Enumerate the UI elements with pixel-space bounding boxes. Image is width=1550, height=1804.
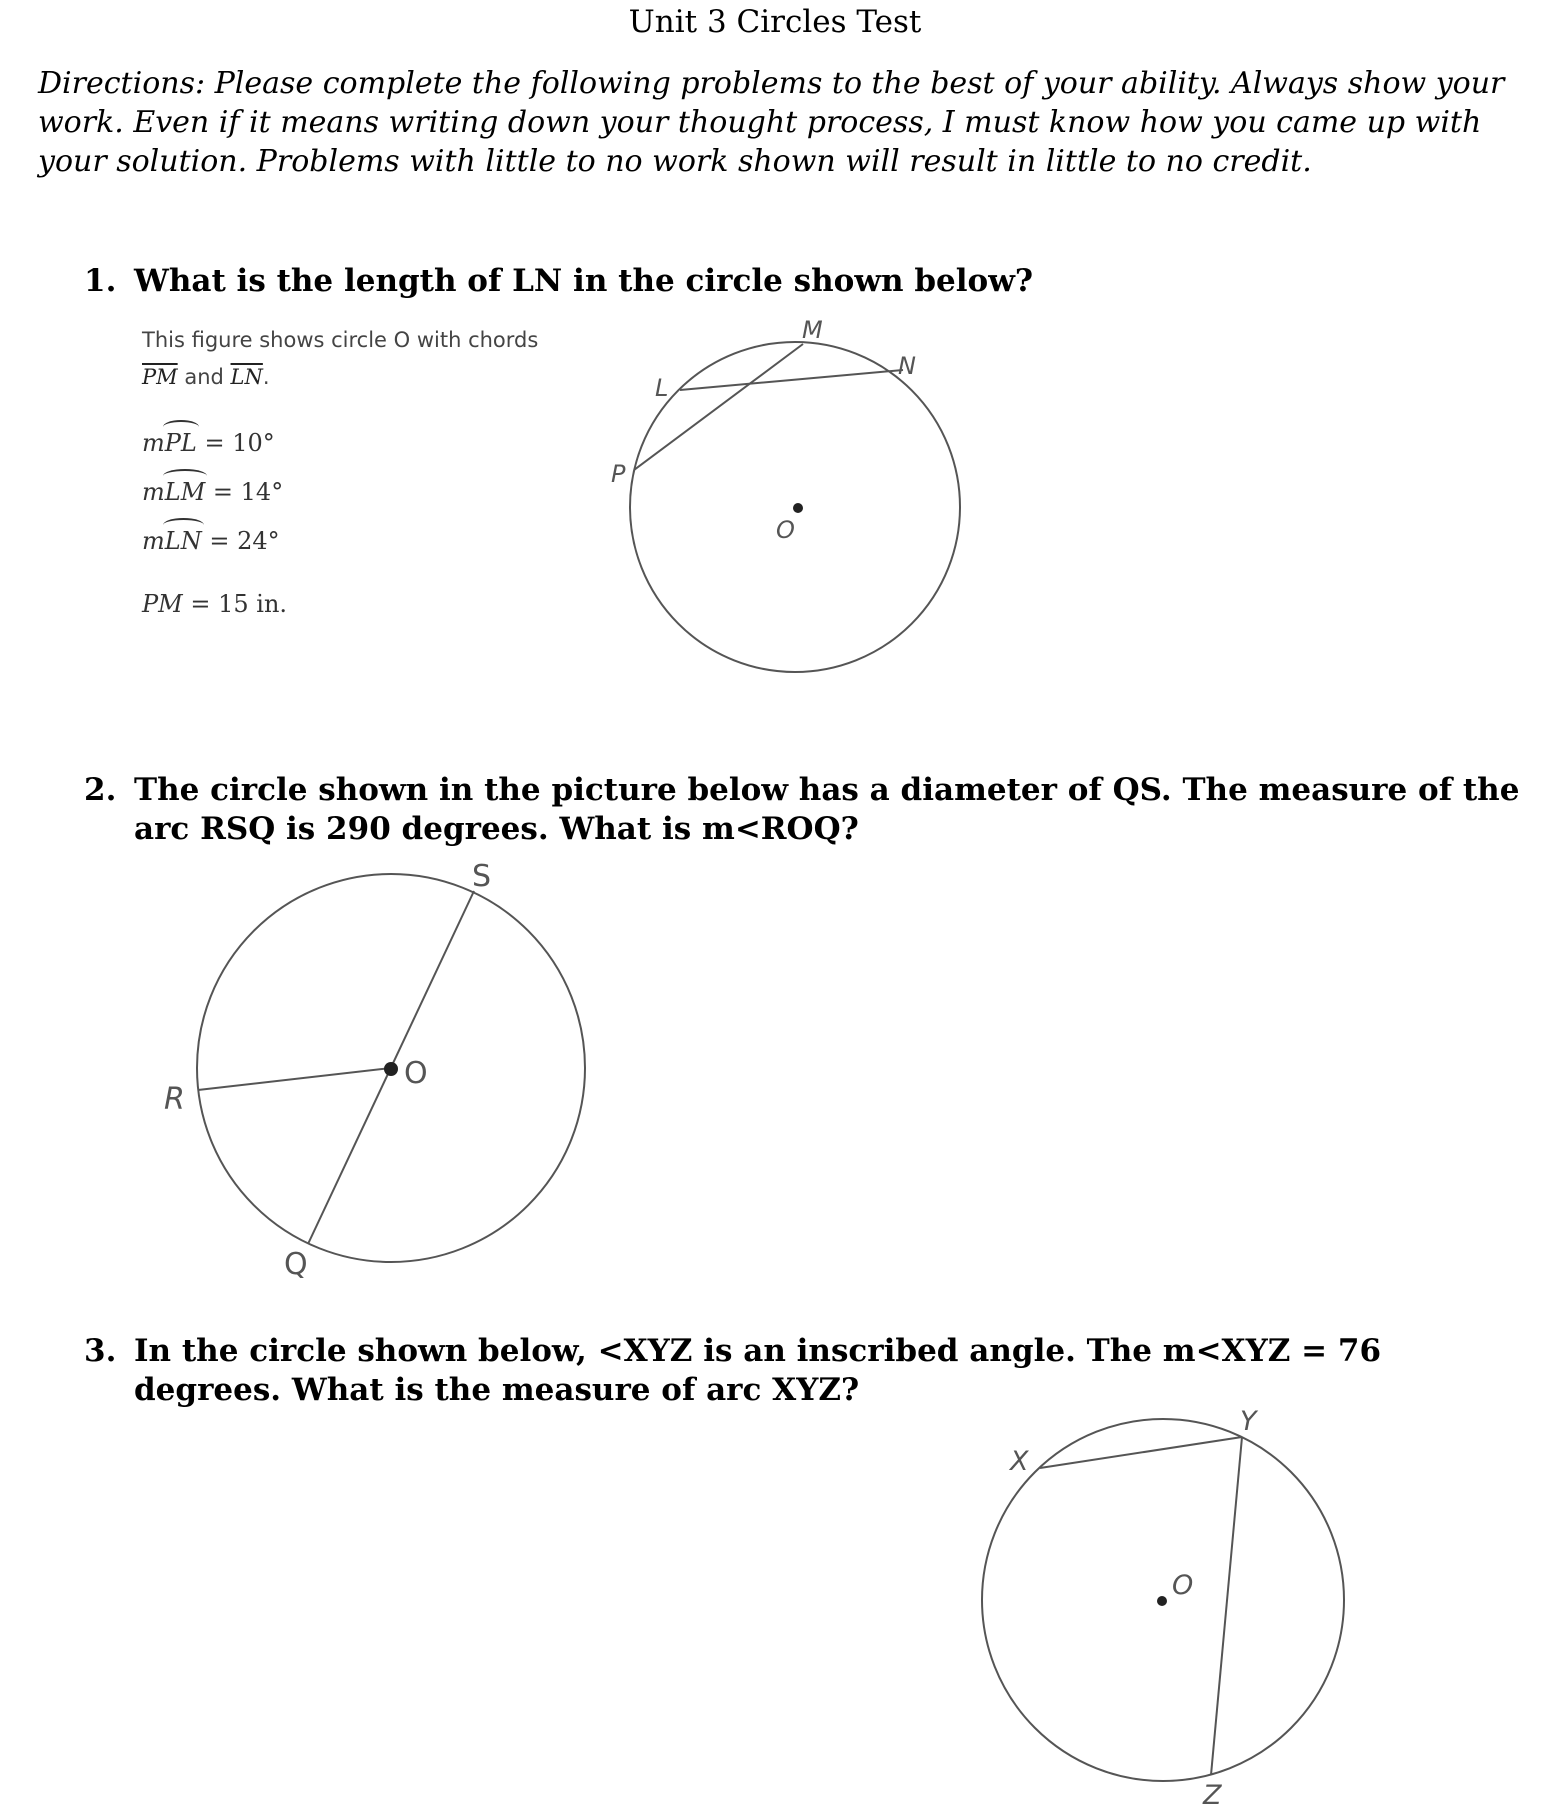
arc-label: LM xyxy=(164,478,206,506)
center-point xyxy=(384,1062,398,1076)
label-n: N xyxy=(898,352,916,380)
given-length-pm: PM = 15 in. xyxy=(142,590,288,618)
chord-ln: $\overline{LN}$ xyxy=(230,365,263,389)
question-number: 2. xyxy=(84,772,117,808)
label-l: L xyxy=(655,374,669,402)
question-text: In the circle shown below, <XYZ is an inscribed angle. The m<XYZ = 76 degrees. What is the measure of arc XYZ? xyxy=(134,1333,1382,1408)
chord-xy-line xyxy=(1040,1437,1242,1468)
label-m: M xyxy=(802,316,823,344)
caption-period: . xyxy=(262,365,270,389)
label-s: S xyxy=(472,859,492,894)
question-text: What is the length of LN in the circle shown below? xyxy=(134,263,1034,299)
page-title: Unit 3 Circles Test xyxy=(628,4,922,40)
label-p: P xyxy=(611,460,626,488)
label-r: R xyxy=(164,1082,185,1117)
label-o: O xyxy=(404,1056,428,1091)
given-arc-pl: mPL = 10° xyxy=(142,429,275,457)
chord-yz-line xyxy=(1211,1437,1242,1775)
chord-pm: $\overline{PM}$ xyxy=(142,365,178,389)
label-o: O xyxy=(776,516,795,544)
question-number: 1. xyxy=(84,263,117,299)
given-arc-lm: mLM = 14° xyxy=(142,478,284,506)
chord-ln-line xyxy=(680,370,903,390)
radius-or-line xyxy=(198,1068,391,1090)
center-point xyxy=(1157,1596,1167,1606)
question-number: 3. xyxy=(84,1333,117,1369)
chord-pm-line xyxy=(634,344,803,470)
label-y: Y xyxy=(1240,1406,1257,1437)
caption-prefix: This figure shows circle O with chords xyxy=(142,328,539,352)
question-text: The circle shown in the picture below has a diameter of QS. The measure of the arc RSQ is 290 degrees. What is m<ROQ? xyxy=(134,772,1520,847)
caption-and: and xyxy=(184,365,224,389)
center-point xyxy=(793,503,803,513)
label-o: O xyxy=(1172,1570,1194,1601)
label-q: Q xyxy=(284,1247,308,1282)
given-arc-ln: mLN = 24° xyxy=(142,527,280,555)
label-z: Z xyxy=(1203,1780,1222,1804)
arc-label: LN xyxy=(164,527,202,555)
directions-text: Directions: Please complete the following problems to the best of your ability. Always show your work. Even if it means writing down your thought process, I must know how you came up with your solution. Problems with little to no work shown will result in little to no credit. xyxy=(38,66,1505,179)
arc-label: PL xyxy=(164,429,197,457)
label-x: X xyxy=(1010,1446,1029,1477)
